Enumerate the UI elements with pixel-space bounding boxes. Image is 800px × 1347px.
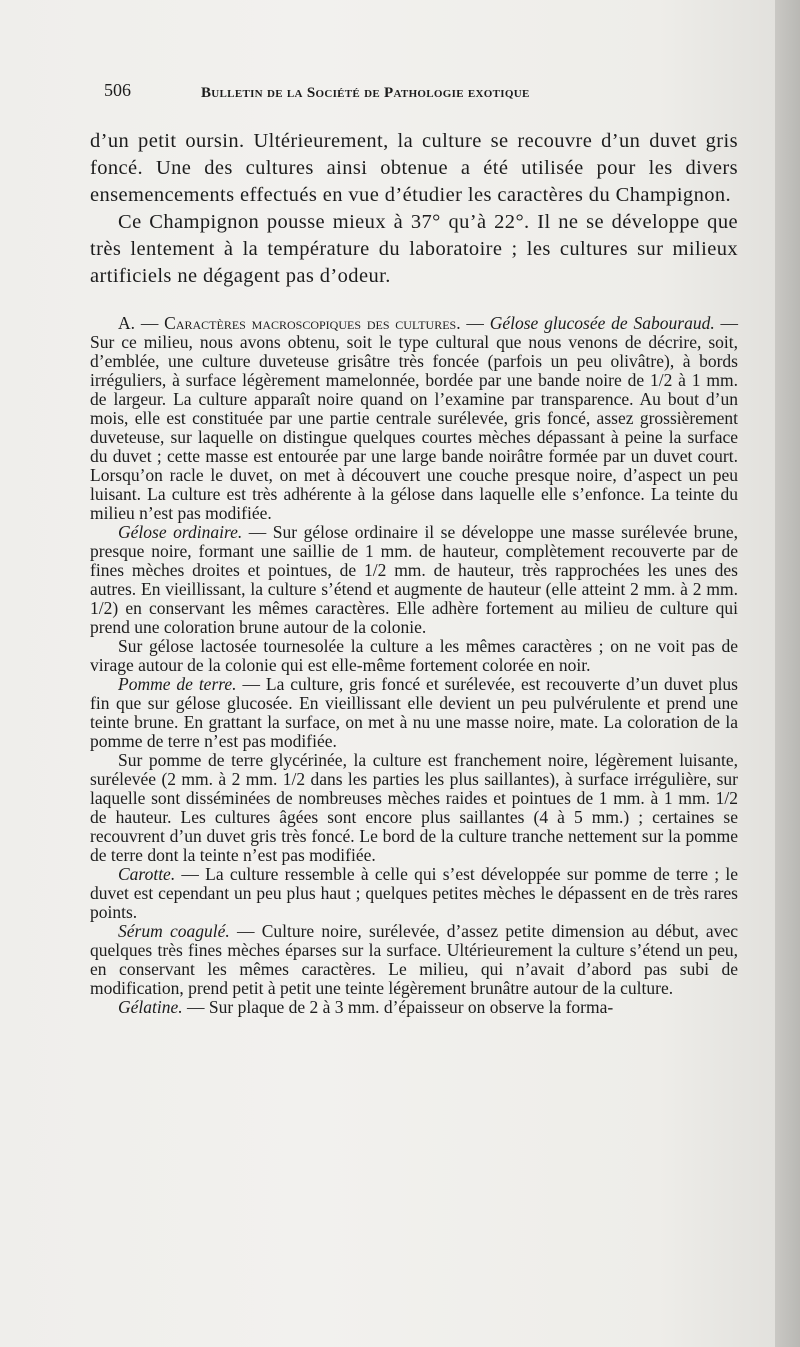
- body-text: [90, 128, 738, 1017]
- paragraph-text: — La culture ressemble à celle qui s’est développée sur pomme de terre ; le duvet est cependant un peu plus haut ; quelques petites mèches le dépassent en de très rares points.: [90, 864, 738, 922]
- macroscopic-section: [90, 314, 738, 1017]
- paragraph-text: — Sur plaque de 2 à 3 mm. d’épaisseur on observe la forma-: [182, 997, 614, 1017]
- intro-section: [90, 128, 738, 290]
- medium-name: Carotte.: [118, 864, 176, 884]
- paragraph-glycerin-potato: Sur pomme de terre glycérinée, la culture est franchement noire, légèrement luisante, surélevée (2 mm. à 2 mm. 1/2 dans les parties les plus saillantes), à surface irrégulière, sur laquelle sont disséminées de nombreuses mèches raides et pointues de 1 mm. à 1 mm. 1/2 de hauteur. Les cultures âgées sont encore plus saillantes (4 à 5 mm.) ; certaines se recouvrent d’un duvet gris très foncé. Le bord de la culture tranche nettement sur la pomme de terre dont la teinte n’est pas modifiée.: [90, 750, 738, 865]
- section-label: A. —: [118, 313, 165, 333]
- paragraph-ordinary-agar: [90, 523, 738, 637]
- paragraph-text: — La culture, gris foncé et surélevée, est recouverte d’un duvet plus fin que sur gélose glucosée. En vieillissant elle devient un peu pulvérulente et prend une teinte brune. En grattant la surface, on met à nu une masse noire, mate. La coloration de la pomme de terre n’est pas modifiée.: [90, 674, 738, 751]
- paragraph-carrot: [90, 865, 738, 922]
- intro-paragraph: d’un petit oursin. Ultérieurement, la culture se recouvre d’un duvet gris foncé. Une des cultures ainsi obtenue a été utilisée pour les divers ensemencements effectués en vue d’étudier les caractères du Champignon.: [90, 130, 738, 206]
- medium-name: Pomme de terre.: [118, 674, 237, 694]
- paragraph-potato: [90, 675, 738, 751]
- medium-name: Gélose glucosée de Sabouraud.: [489, 313, 715, 333]
- medium-name: Gélatine.: [118, 997, 183, 1017]
- paragraph-text: — Sur ce milieu, nous avons obtenu, soit le type cultural que nous venons de décrire, soit, d’emblée, une culture duveteuse grisâtre très foncée (parfois un peu olivâtre), à bords irréguliers, à surface légèrement mamelonnée, bordée par une bande noire de 1/2 à 1 mm. de largeur. La culture apparaît noire quand on l’examine par transparence. Au bout d’un mois, elle est constituée par une partie centrale surélevée, gris foncé, assez grossièrement duveteuse, sur laquelle on distingue quelques courtes mèches dépassant à peine la surface du duvet ; cette masse est entourée par une large bande noirâtre formée par un duvet court. Lorsqu’on racle le duvet, on met à découvert une couche presque noire, d’aspect un peu luisant. La culture est très adhérente à la gélose dans laquelle elle s’enfonce. La teinte du milieu n’est pas modifiée.: [90, 313, 739, 523]
- section-heading: Caractères macroscopiques des cultures.: [164, 313, 461, 333]
- paragraph-glucose-agar: A. — Caractères macroscopiques des cultures. — Gélose glucosée de Sabouraud. — Sur ce milieu, nous avons obtenu, soit le type cultural que nous venons de décrire, soit, d’emblée, une culture duveteuse grisâtre très foncée (parfois un peu olivâtre), à bords irréguliers, à surface légèrement mamelonnée, bordée par une bande noire de 1/2 à 1 mm. de largeur. La culture apparaît noire quand on l’examine par transparence. Au bout d’un mois, elle est constituée par une partie centrale surélevée, gris foncé, assez grossièrement duveteuse, sur laquelle on distingue quelques courtes mèches dépassant à peine la surface du duvet ; cette masse est entourée par une large bande noirâtre formée par un duvet court. Lorsqu’on racle le duvet, on met à découvert une couche presque noire, d’aspect un peu luisant. La culture est très adhérente à la gélose dans laquelle elle s’enfonce. La teinte du milieu n’est pas modifiée.: [90, 313, 739, 523]
- page-edge: [775, 0, 800, 1347]
- page-header: [96, 72, 656, 112]
- paragraph-lactose-agar: Sur gélose lactosée tournesolée la culture a les mêmes caractères ; on ne voit pas de virage autour de la colonie qui est elle-même fortement colorée en noir.: [90, 636, 738, 675]
- paragraph-coagulated-serum: [90, 922, 738, 998]
- paragraph-gelatin: [90, 998, 738, 1017]
- medium-name: Sérum coagulé.: [118, 921, 230, 941]
- paragraph-text: — Sur gélose ordinaire il se développe une masse surélevée brune, presque noire, formant une saillie de 1 mm. de hauteur, complètement recouverte par de fines mèches droites et pointues, de 1/2 mm. de hauteur, très rapprochées les unes des autres. En vieillissant, la culture s’étend et augmente de hauteur (elle atteint 2 mm. à 2 mm. 1/2) en conservant les mêmes caractères. Elle adhère fortement au milieu de culture qui prend une coloration brune autour de la colonie.: [90, 522, 738, 637]
- running-title: Bulletin de la Société de Pathologie exotique: [201, 85, 530, 101]
- medium-name: Gélose ordinaire.: [118, 522, 243, 542]
- page-number: 506: [104, 80, 131, 100]
- paragraph-text: — Culture noire, surélevée, d’assez petite dimension au début, avec quelques très fines mèches éparses sur la surface. Ultérieurement la culture s’étend un peu, en conservant les mêmes caractères. Le milieu, qui n’avait d’abord pas subi de modification, prend petit à petit une teinte légèrement brunâtre autour de la culture.: [90, 921, 738, 998]
- intro-paragraph: Ce Champignon pousse mieux à 37° qu’à 22°. Il ne se développe que très lentement à la température du laboratoire ; les cultures sur milieux artificiels ne dégagent pas d’odeur.: [90, 211, 738, 287]
